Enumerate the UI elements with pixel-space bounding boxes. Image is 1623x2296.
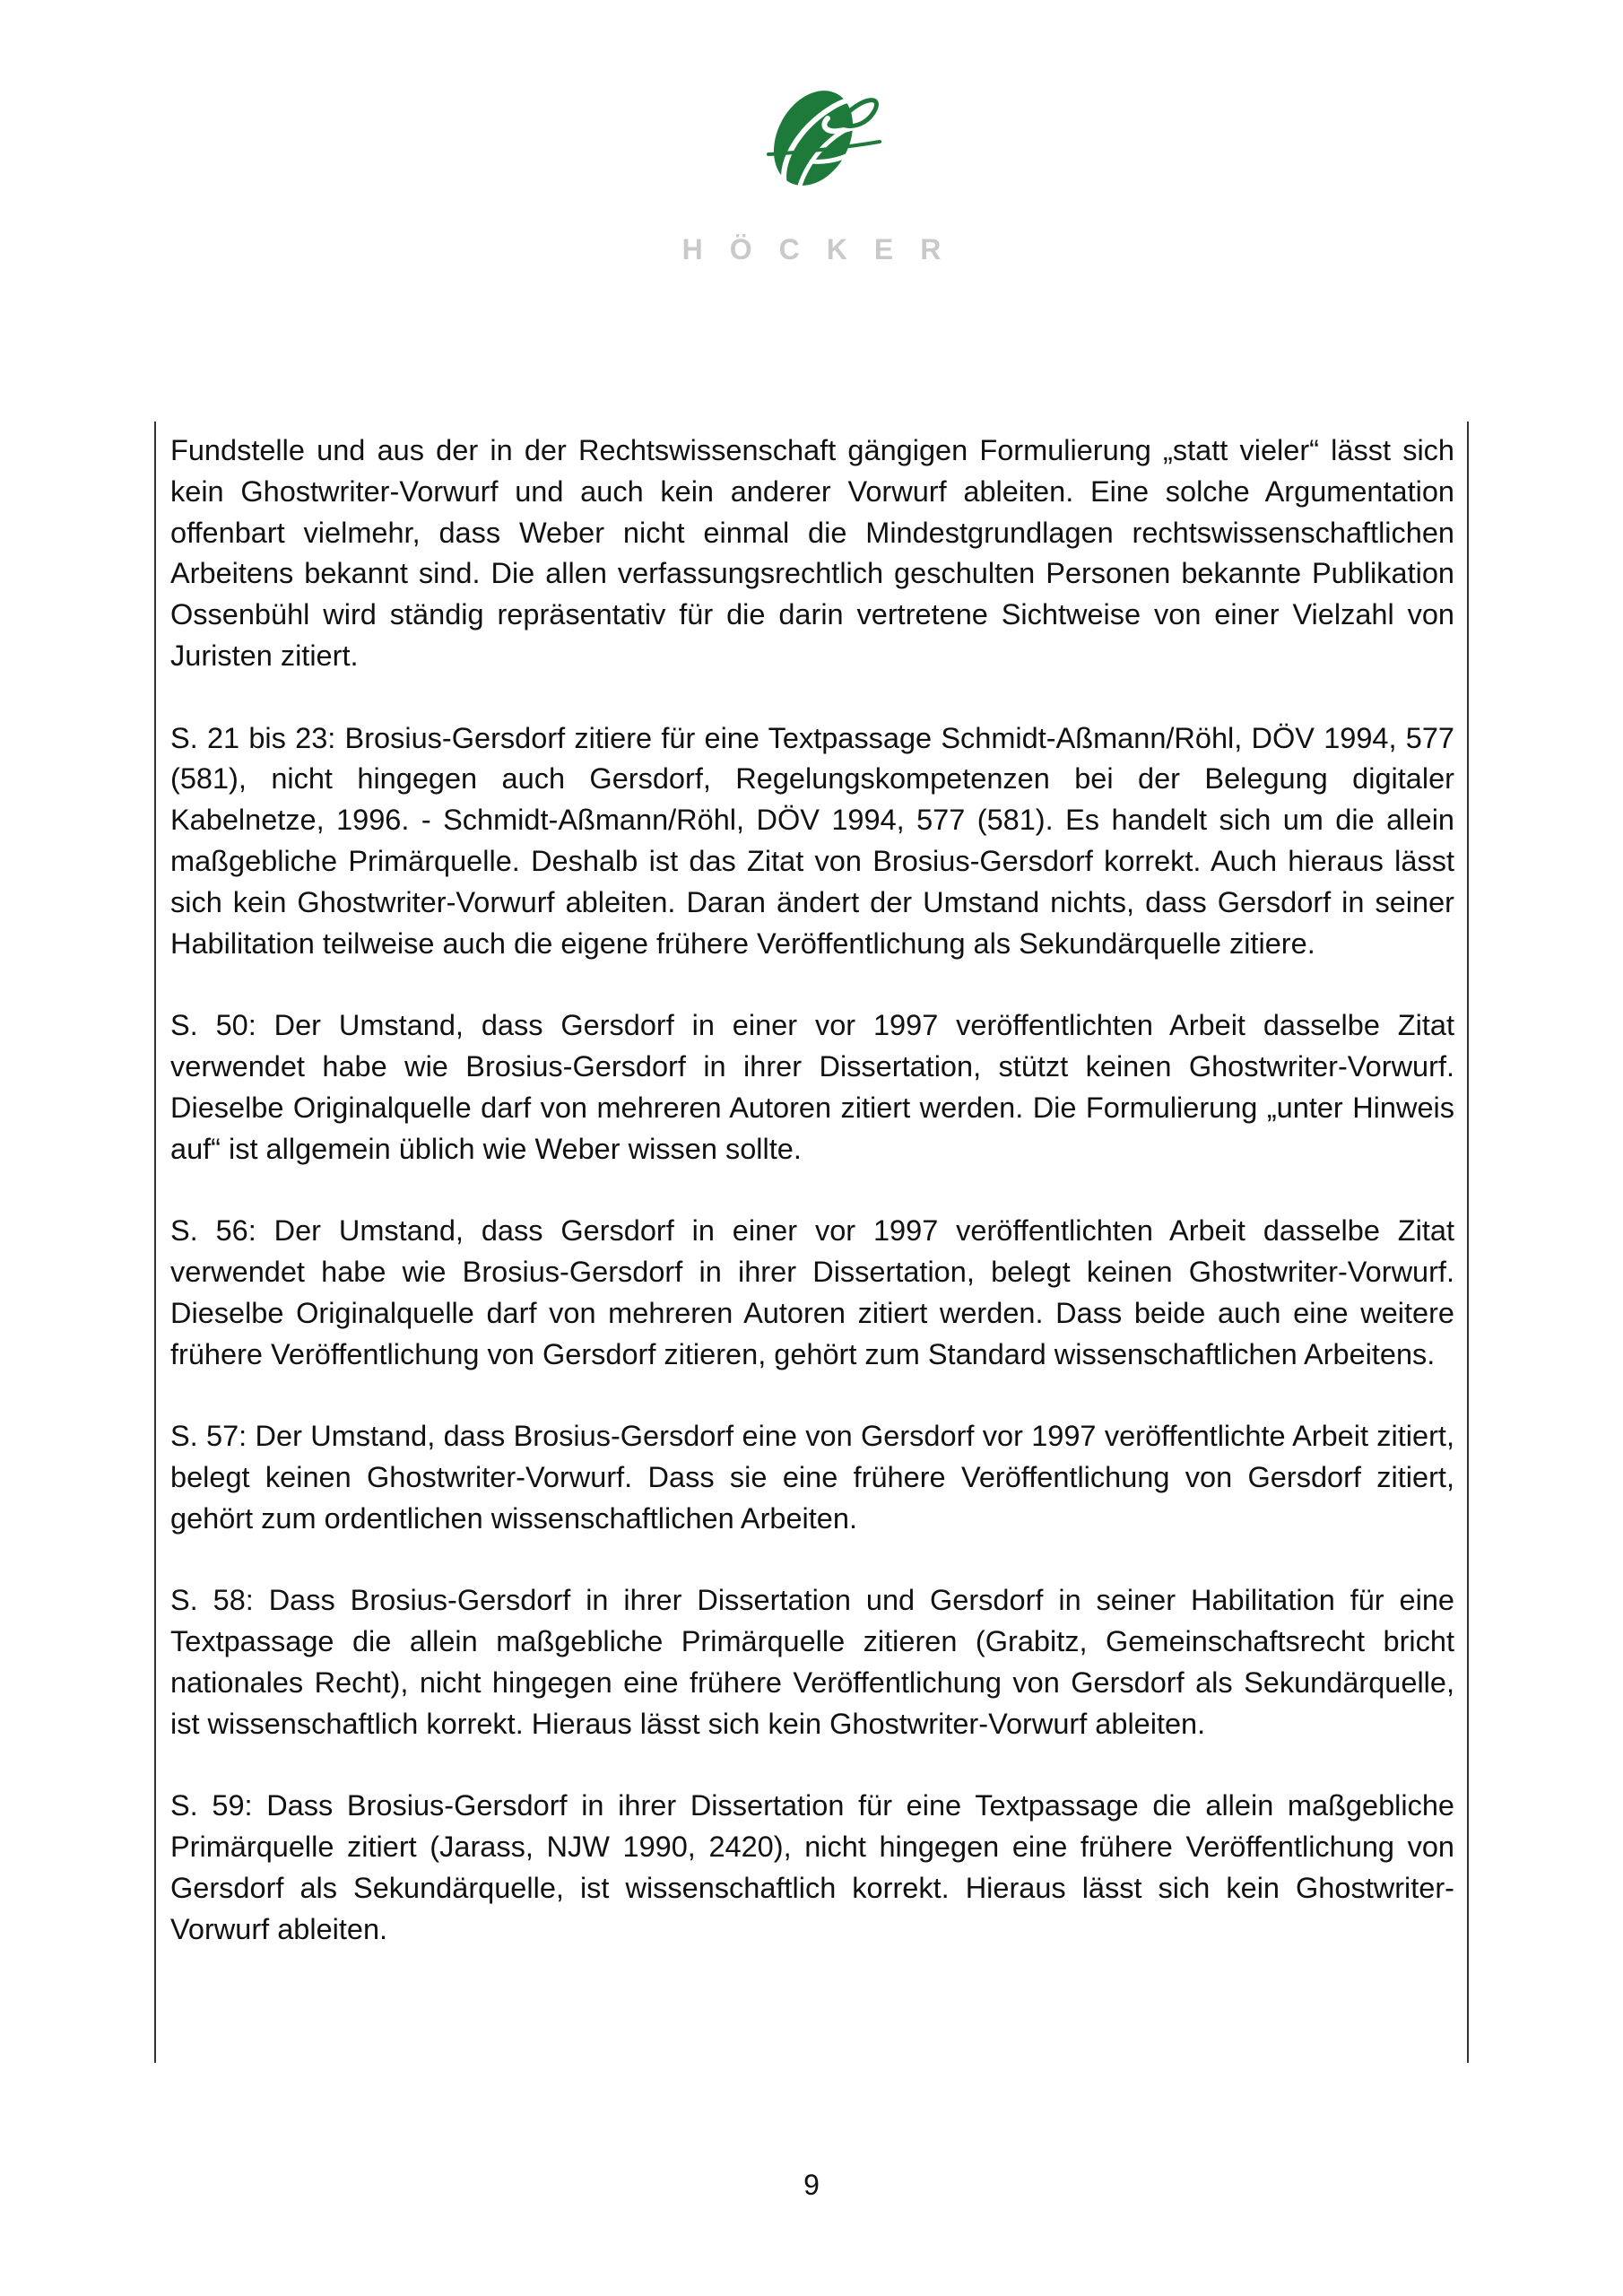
paragraph-s59: S. 59: Dass Brosius-Gersdorf in ihrer Dissertation für eine Textpassage die allein maßgebliche Primärquelle zitiert (Jarass, NJW 1990, 2420), nicht hingegen eine frühere Veröffentlichung von Gersdorf als Sekundärquelle, ist wissenschaftlich korrekt. Hieraus lässt sich kein Ghostwriter-Vorwurf ableiten. bbox=[170, 1789, 1454, 1945]
hoecker-logo bbox=[0, 79, 1623, 276]
paragraph-fundstelle: Fundstelle und aus der in der Rechtswissenschaft gängigen Formulierung „statt vieler“ lässt sich kein Ghostwriter-Vorwurf und auch kein anderer Vorwurf ableiten. Eine solche Argumentation offenbart vielmehr, dass Weber nicht einmal die Mindestgrundlagen rechtswissenschaftlichen Arbeitens bekannt sind. Die allen verfassungsrechtlich geschulten Personen bekannte Publikation Ossenbühl wird ständig repräsentativ für die darin vertretene Sichtweise von einer Vielzahl von Juristen zitiert. bbox=[170, 434, 1454, 672]
paragraph-s58: S. 58: Dass Brosius-Gersdorf in ihrer Dissertation und Gersdorf in seiner Habilitation für eine Textpassage die allein maßgebliche Primärquelle zitieren (Grabitz, Gemeinschaftsrecht bricht nationales Recht), nicht hingegen eine frühere Veröffentlichung von Gersdorf als Sekundärquelle, ist wissenschaftlich korrekt. Hieraus lässt sich kein Ghostwriter-Vorwurf ableiten. bbox=[170, 1584, 1454, 1740]
paragraph-s21-23: S. 21 bis 23: Brosius-Gersdorf zitiere für eine Textpassage Schmidt-Aßmann/Röhl, DÖV 1994, 577 (581), nicht hingegen auch Gersdorf, Regelungskompetenzen bei der Belegung digitaler Kabelnetze, 1996. - Schmidt-Aßmann/Röhl, DÖV 1994, 577 (581). Es handelt sich um die allein maßgebliche Primärquelle. Deshalb ist das Zitat von Brosius-Gersdorf korrekt. Auch hieraus lässt sich kein Ghostwriter-Vorwurf ableiten. Daran ändert der Umstand nichts, dass Gersdorf in seiner Habilitation teilweise auch die eigene frühere Veröffentlichung als Sekundärquelle zitiere. bbox=[170, 721, 1454, 960]
paragraph-s56: S. 56: Der Umstand, dass Gersdorf in einer vor 1997 veröffentlichten Arbeit dasselbe Zitat verwendet habe wie Brosius-Gersdorf in ihrer Dissertation, belegt keinen Ghostwriter-Vorwurf. Dieselbe Originalquelle darf von mehreren Autoren zitiert werden. Dass beide auch eine weitere frühere Veröffentlichung von Gersdorf zitieren, gehört zum Standard wissenschaftlichen Arbeitens. bbox=[170, 1214, 1454, 1370]
hoecker-logo-mark bbox=[749, 79, 883, 213]
page-number: 9 bbox=[803, 2169, 820, 2201]
logo-wordmark: HÖCKER bbox=[681, 233, 968, 265]
document-body bbox=[170, 430, 1454, 1991]
paragraph-s50: S. 50: Der Umstand, dass Gersdorf in einer vor 1997 veröffentlichten Arbeit dasselbe Zitat verwendet habe wie Brosius-Gersdorf in ihrer Dissertation, stützt keinen Ghostwriter-Vorwurf. Dieselbe Originalquelle darf von mehreren Autoren zitiert werden. Die Formulierung „unter Hinweis auf“ ist allgemein üblich wie Weber wissen sollte. bbox=[170, 1009, 1454, 1165]
paragraph-s57: S. 57: Der Umstand, dass Brosius-Gersdorf eine von Gersdorf vor 1997 veröffentlichte Arbeit zitiert, belegt keinen Ghostwriter-Vorwurf. Dass sie eine frühere Veröffentlichung von Gersdorf zitiert, gehört zum ordentlichen wissenschaftlichen Arbeiten. bbox=[170, 1420, 1454, 1535]
